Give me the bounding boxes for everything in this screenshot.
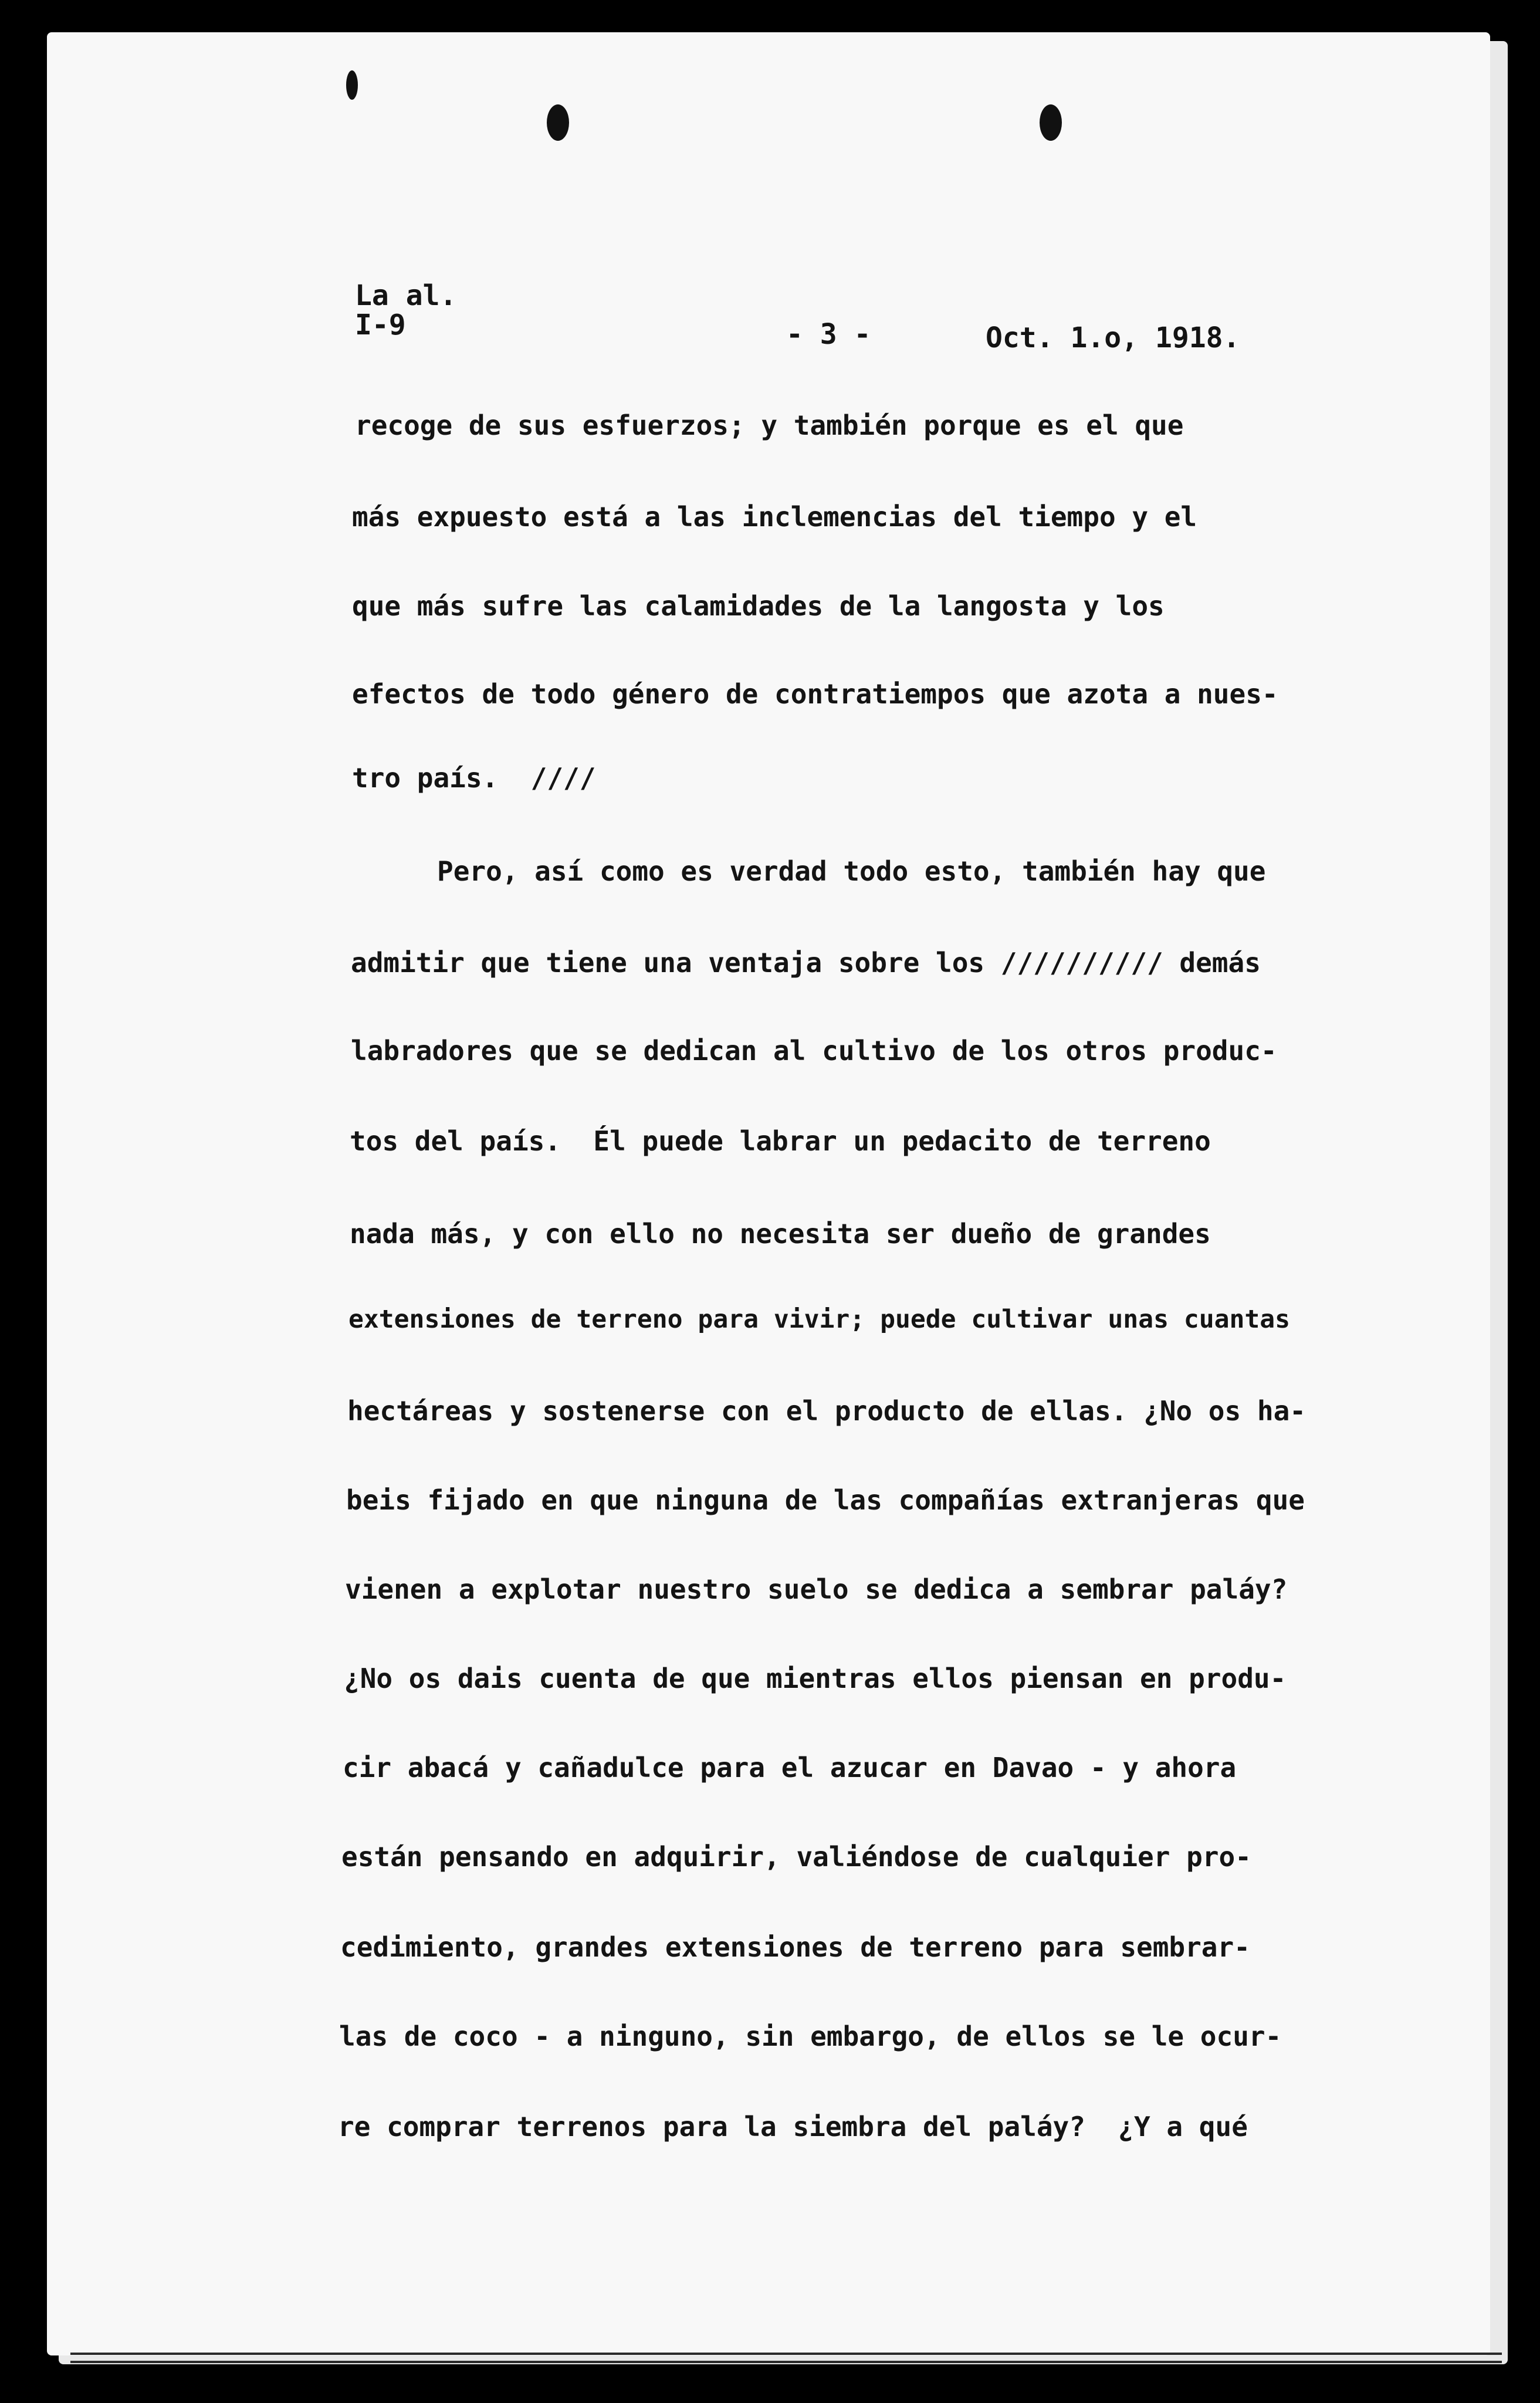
body-line: tro país. ////	[352, 762, 596, 794]
body-line: efectos de todo género de contratiempos que azota a nues-	[352, 678, 1278, 710]
body-line: extensiones de terreno para vivir; puede cultivar unas cuantas	[348, 1305, 1291, 1334]
body-line: hectáreas y sostenerse con el producto de ellas. ¿No os ha-	[347, 1395, 1306, 1427]
body-line: Pero, así como es verdad todo esto, también hay que	[437, 855, 1266, 887]
body-line: re comprar terrenos para la siembra del paláy? ¿Y a qué	[338, 2111, 1248, 2143]
paper-sheet	[47, 32, 1490, 2355]
body-line: están pensando en adquirir, valiéndose de cualquier pro-	[341, 1841, 1251, 1873]
body-line: admitir que tiene una ventaja sobre los ////////// demás	[351, 947, 1261, 979]
body-line: tos del país. Él puede labrar un pedacito de terreno	[350, 1125, 1211, 1157]
body-line: que más sufre las calamidades de la langosta y los	[352, 590, 1165, 622]
reference-initials: La al.	[355, 279, 457, 312]
body-line: cedimiento, grandes extensiones de terreno para sembrar-	[340, 1931, 1250, 1963]
body-line: más expuesto está a las inclemencias del tiempo y el	[352, 501, 1197, 533]
body-line: las de coco - a ninguno, sin embargo, de ellos se le ocur-	[339, 2020, 1282, 2052]
body-line: vienen a explotar nuestro suelo se dedica a sembrar paláy?	[345, 1573, 1288, 1605]
page-edge-line	[70, 2361, 1502, 2363]
document-date: Oct. 1.o, 1918.	[986, 321, 1240, 354]
body-line: recoge de sus esfuerzos; y también porque es el que	[355, 409, 1184, 441]
page-edge-line	[70, 2353, 1502, 2355]
punch-hole-mark	[1040, 104, 1062, 141]
body-line: ¿No os dais cuenta de que mientras ellos piensan en produ-	[344, 1663, 1287, 1694]
ink-mark	[346, 70, 358, 100]
body-line: nada más, y con ello no necesita ser dueño de grandes	[350, 1218, 1211, 1250]
body-line: beis fijado en que ninguna de las compañías extranjeras que	[346, 1484, 1305, 1516]
reference-code: I-9	[355, 309, 406, 341]
body-line: cir abacá y cañadulce para el azucar en Davao - y ahora	[343, 1752, 1237, 1783]
page-number: - 3 -	[786, 318, 871, 351]
body-line: labradores que se dedican al cultivo de los otros produc-	[351, 1035, 1277, 1067]
punch-hole-mark	[547, 104, 569, 141]
